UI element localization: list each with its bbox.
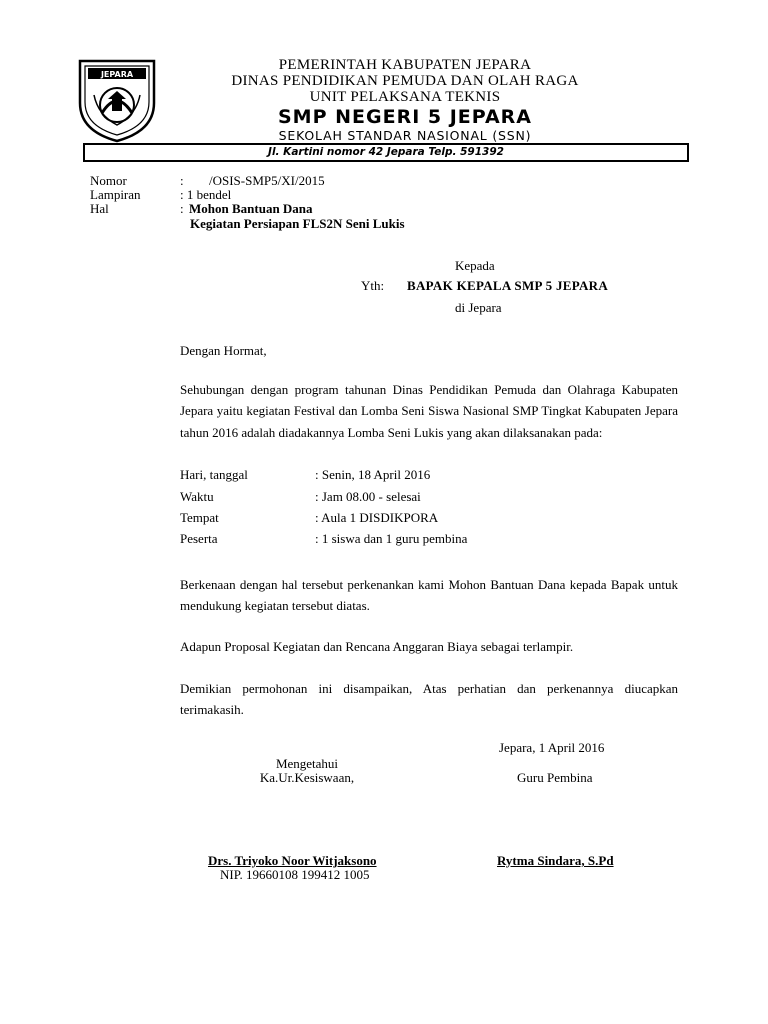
header-school-name: SMP NEGERI 5 JEPARA xyxy=(277,106,532,128)
paragraph-closing: Demikian permohonan ini disampaikan, Atas perhatian dan perkenannya diucapkan terimakasih. xyxy=(180,681,678,718)
header-school-standard: SEKOLAH STANDAR NASIONAL (SSN) xyxy=(278,128,532,143)
paragraph-request: Berkenaan dengan hal tersebut perkenankan kami Mohon Bantuan Dana kepada Bapak untuk mendukung kegiatan tersebut diatas. xyxy=(180,577,678,614)
address-box xyxy=(83,143,689,162)
detail-label-date: Hari, tanggal xyxy=(180,467,248,482)
lampiran-label: Lampiran xyxy=(90,187,141,202)
detail-value-time: : Jam 08.00 - selesai xyxy=(315,489,421,504)
right-signatory-name: Rytma Sindara, S.Pd xyxy=(497,853,614,868)
detail-value-place: : Aula 1 DISDIKPORA xyxy=(315,510,439,525)
left-signatory-title2: Ka.Ur.Kesiswaan, xyxy=(259,770,355,785)
header-address: Jl. Kartini nomor 42 Jepara Telp. 591392 xyxy=(268,146,504,158)
hal-separator: : xyxy=(180,201,184,216)
recipient-name: BAPAK KEPALA SMP 5 JEPARA xyxy=(407,278,609,293)
detail-label-place: Tempat xyxy=(180,510,219,525)
right-signatory-title: Guru Pembina xyxy=(517,770,593,785)
paragraph-attachment: Adapun Proposal Kegiatan dan Rencana Anggaran Biaya sebagai terlampir. xyxy=(180,639,574,654)
nomor-separator: : xyxy=(180,173,184,188)
left-signatory-name: Drs. Triyoko Noor Witjaksono xyxy=(208,853,377,868)
nomor-label: Nomor xyxy=(90,173,127,188)
header-unit: UNIT PELAKSANA TEKNIS xyxy=(309,89,501,105)
hal-value-line2: Kegiatan Persiapan FLS2N Seni Lukis xyxy=(190,216,405,231)
left-signatory-nip: NIP. 19660108 199412 1005 xyxy=(220,867,370,882)
logo-text: JEPARA xyxy=(100,70,134,79)
lampiran-value: : 1 bendel xyxy=(180,187,232,202)
left-signatory-title1: Mengetahui xyxy=(275,756,339,771)
hal-label: Hal xyxy=(90,201,109,216)
nomor-value: /OSIS-SMP5/XI/2015 xyxy=(209,173,325,188)
detail-label-time: Waktu xyxy=(180,489,214,504)
header-department: DINAS PENDIDIKAN PEMUDA DAN OLAH RAGA xyxy=(231,73,579,89)
letter-date: Jepara, 1 April 2016 xyxy=(499,740,605,755)
header-government: PEMERINTAH KABUPATEN JEPARA xyxy=(278,57,532,73)
greeting: Dengan Hormat, xyxy=(180,343,267,358)
detail-label-participants: Peserta xyxy=(180,531,218,546)
paragraph-intro: Sehubungan dengan program tahunan Dinas Pendidikan Pemuda dan Olahraga Kabupaten Jepara yaitu kegiatan Festival dan Lomba Seni Siswa Nasional SMP Tingkat Kabupaten Jepara tahun 2016 adalah diadakannya Lomba Seni Lukis yang akan dilaksanakan pada: xyxy=(180,382,678,440)
hal-value-line1: Mohon Bantuan Dana xyxy=(189,201,313,216)
recipient-place: di Jepara xyxy=(455,300,502,315)
detail-value-date: : Senin, 18 April 2016 xyxy=(315,467,431,482)
detail-value-participants: : 1 siswa dan 1 guru pembina xyxy=(315,531,468,546)
recipient-kepada: Kepada xyxy=(455,258,495,273)
recipient-yth: Yth: xyxy=(361,278,385,293)
